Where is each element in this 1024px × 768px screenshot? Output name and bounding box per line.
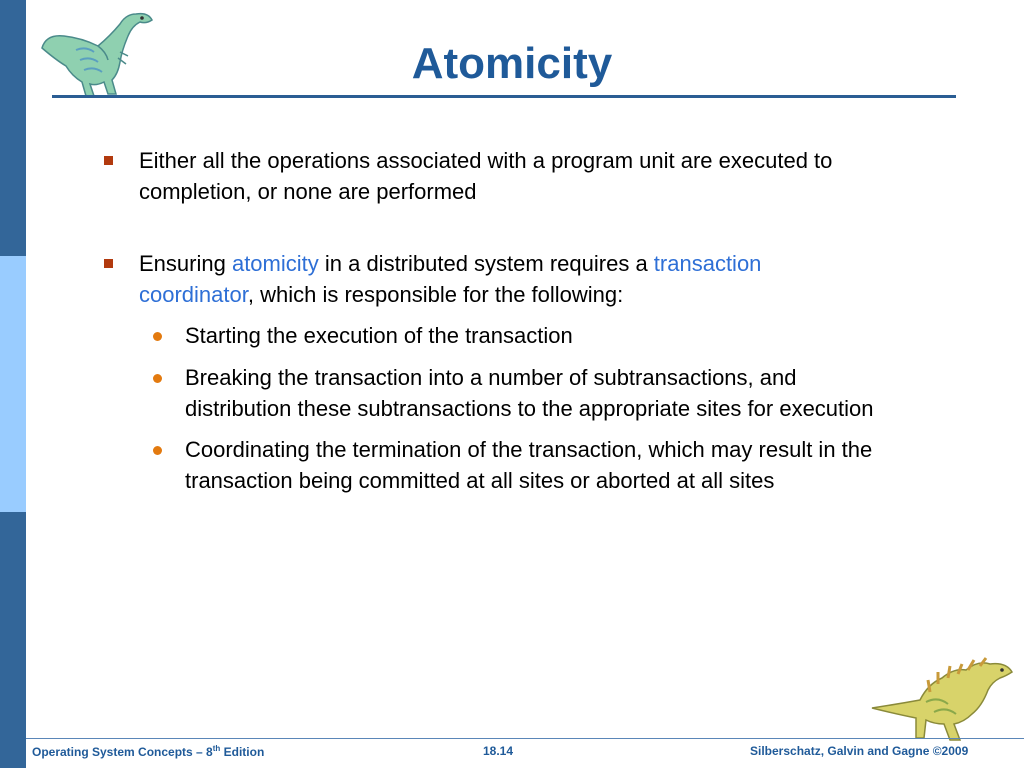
text-segment: , which is responsible for the following:	[247, 282, 624, 307]
bullet-2-line-2	[139, 279, 623, 310]
bullet-dot-icon	[153, 374, 162, 383]
footer-text: Edition	[220, 745, 265, 759]
highlight-coordinator: coordinator	[139, 282, 248, 307]
sidebar-bottom-segment	[0, 512, 26, 768]
subbullet-1-line-1: Starting the execution of the transaction	[185, 323, 573, 348]
text-segment: Ensuring	[139, 251, 232, 276]
bullet-2-line-1	[139, 248, 761, 279]
subbullet-2-line-1: Breaking the transaction into a number of subtransactions, and	[185, 365, 797, 390]
subbullet-3-line-1: Coordinating the termination of the transaction, which may result in the	[185, 437, 873, 462]
sidebar-stripe	[0, 0, 26, 768]
highlight-transaction: transaction	[653, 251, 762, 276]
sidebar-middle-segment	[0, 256, 26, 512]
footer-book-title	[32, 744, 264, 759]
title-underline	[52, 95, 956, 98]
dinosaur-bottom-icon	[868, 656, 1016, 746]
footer-divider	[26, 738, 1024, 739]
bullet-1-line-2: completion, or none are performed	[139, 179, 477, 204]
bullet-1-line-1: Either all the operations associated with a program unit are executed to	[139, 148, 833, 173]
bullet-square-icon	[104, 156, 113, 165]
bullet-dot-icon	[153, 332, 162, 341]
bullet-dot-icon	[153, 446, 162, 455]
bullet-square-icon	[104, 259, 113, 268]
slide-title: Atomicity	[411, 39, 613, 88]
text-segment: in a distributed system requires a	[318, 251, 654, 276]
subbullet-2-line-2: distribution these subtransactions to the appropriate sites for execution	[185, 396, 874, 421]
footer-page-number: 18.14	[483, 744, 514, 758]
footer-superscript: th	[212, 744, 221, 753]
highlight-atomicity: atomicity	[231, 251, 319, 276]
footer-text: Operating System Concepts – 8	[32, 745, 213, 759]
subbullet-3-line-2: transaction being committed at all sites or aborted at all sites	[185, 468, 775, 493]
footer-copyright: Silberschatz, Galvin and Gagne ©2009	[750, 744, 969, 758]
